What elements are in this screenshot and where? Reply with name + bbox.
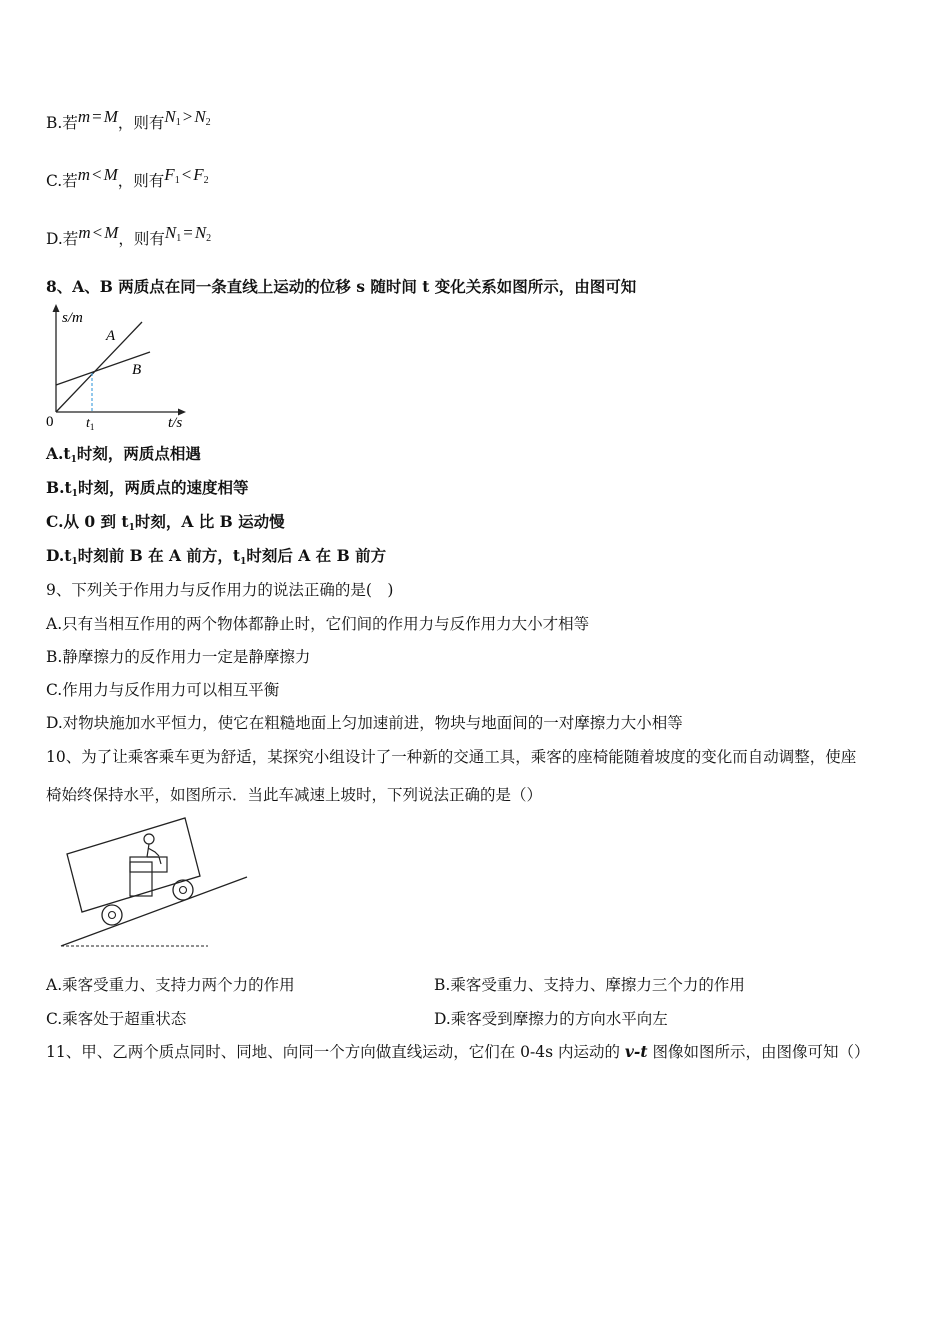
q8-option-d: D.t1时刻前 B 在 A 前方，t1时刻后 A 在 B 前方 [46,546,387,567]
front-wheel [173,880,193,900]
front-wheel-hub [180,887,187,894]
origin-label: 0 [46,414,54,430]
vehicle-body [67,818,200,912]
rear-wheel-hub [109,912,116,919]
q9-option-d: D.对物块施加水平恒力，使它在粗糙地面上匀加速前进，物块与地面间的一对摩擦力大小相等 [46,714,683,732]
q10-option-d: D.乘客受到摩擦力的方向水平向左 [434,1010,668,1028]
passenger-body [147,844,161,864]
x-axis-label: t/s [168,415,183,431]
line-a-label: A [106,328,116,344]
q7c-result: $F_1 < F_2$ [164,165,209,186]
rear-wheel [102,905,122,925]
q7c-condition: m < M [77,165,118,184]
q8-st-graph [40,300,200,435]
q8-option-a: A.t1时刻，两质点相遇 [46,444,201,465]
q7d-condition: m < M [78,223,119,242]
q8-option-b: B.t1时刻，两质点的速度相等 [46,478,249,499]
q7b-condition: m = M [77,107,118,126]
q7-option-b: B.若m = M，则有$N_1 > N_2$ [46,107,211,132]
q8-stem: 8、A、B 两质点在同一条直线上运动的位移 s 随时间 t 变化关系如图所示，由图可知 [46,277,637,296]
passenger-head [144,834,154,844]
seat-base [130,862,152,896]
y-axis-label: s/m [62,310,83,326]
q10-option-b: B.乘客受重力、支持力、摩擦力三个力的作用 [434,976,745,994]
q9-stem: 9、下列关于作用力与反作用力的说法正确的是( ) [46,581,394,599]
q8-option-c: C.从 0 到 t1时刻，A 比 B 运动慢 [46,512,285,533]
q7d-result: $N_1 = N_2$ [164,223,212,244]
t1-tick-label: $t_1$ [86,416,95,432]
line-a [56,322,142,412]
q11-stem: 11、甲、乙两个质点同时、同地、向同一个方向做直线运动，它们在 0-4s 内运动的 v-t 图像如图所示，由图像可知（） [46,1042,870,1061]
q9-option-a: A.只有当相互作用的两个物体都静止时，它们间的作用力与反作用力大小才相等 [46,615,590,633]
q7-option-c: C.若m < M，则有$F_1 < F_2$ [46,165,209,190]
seat-top [130,857,167,872]
q10-stem-line1: 10、为了让乘客乘车更为舒适，某探究小组设计了一种新的交通工具，乘客的座椅能随着坡度的变化而自动调整，使座 [46,748,857,766]
q9-option-b: B.静摩擦力的反作用力一定是静摩擦力 [46,648,311,666]
q7-option-d: D.若m < M，则有$N_1 = N_2$ [46,223,212,248]
q10-vehicle-on-slope-figure [55,812,255,954]
q9-option-c: C.作用力与反作用力可以相互平衡 [46,681,280,699]
q10-option-c: C.乘客处于超重状态 [46,1010,187,1028]
q10-option-a: A.乘客受重力、支持力两个力的作用 [46,976,295,994]
slope-line [61,877,247,946]
line-b-label: B [132,362,142,378]
y-axis-arrow [53,304,60,312]
q7b-result: $N_1 > N_2$ [164,107,211,128]
q10-stem-line2: 椅始终保持水平，如图所示．当此车减速上坡时，下列说法正确的是（） [46,786,543,804]
